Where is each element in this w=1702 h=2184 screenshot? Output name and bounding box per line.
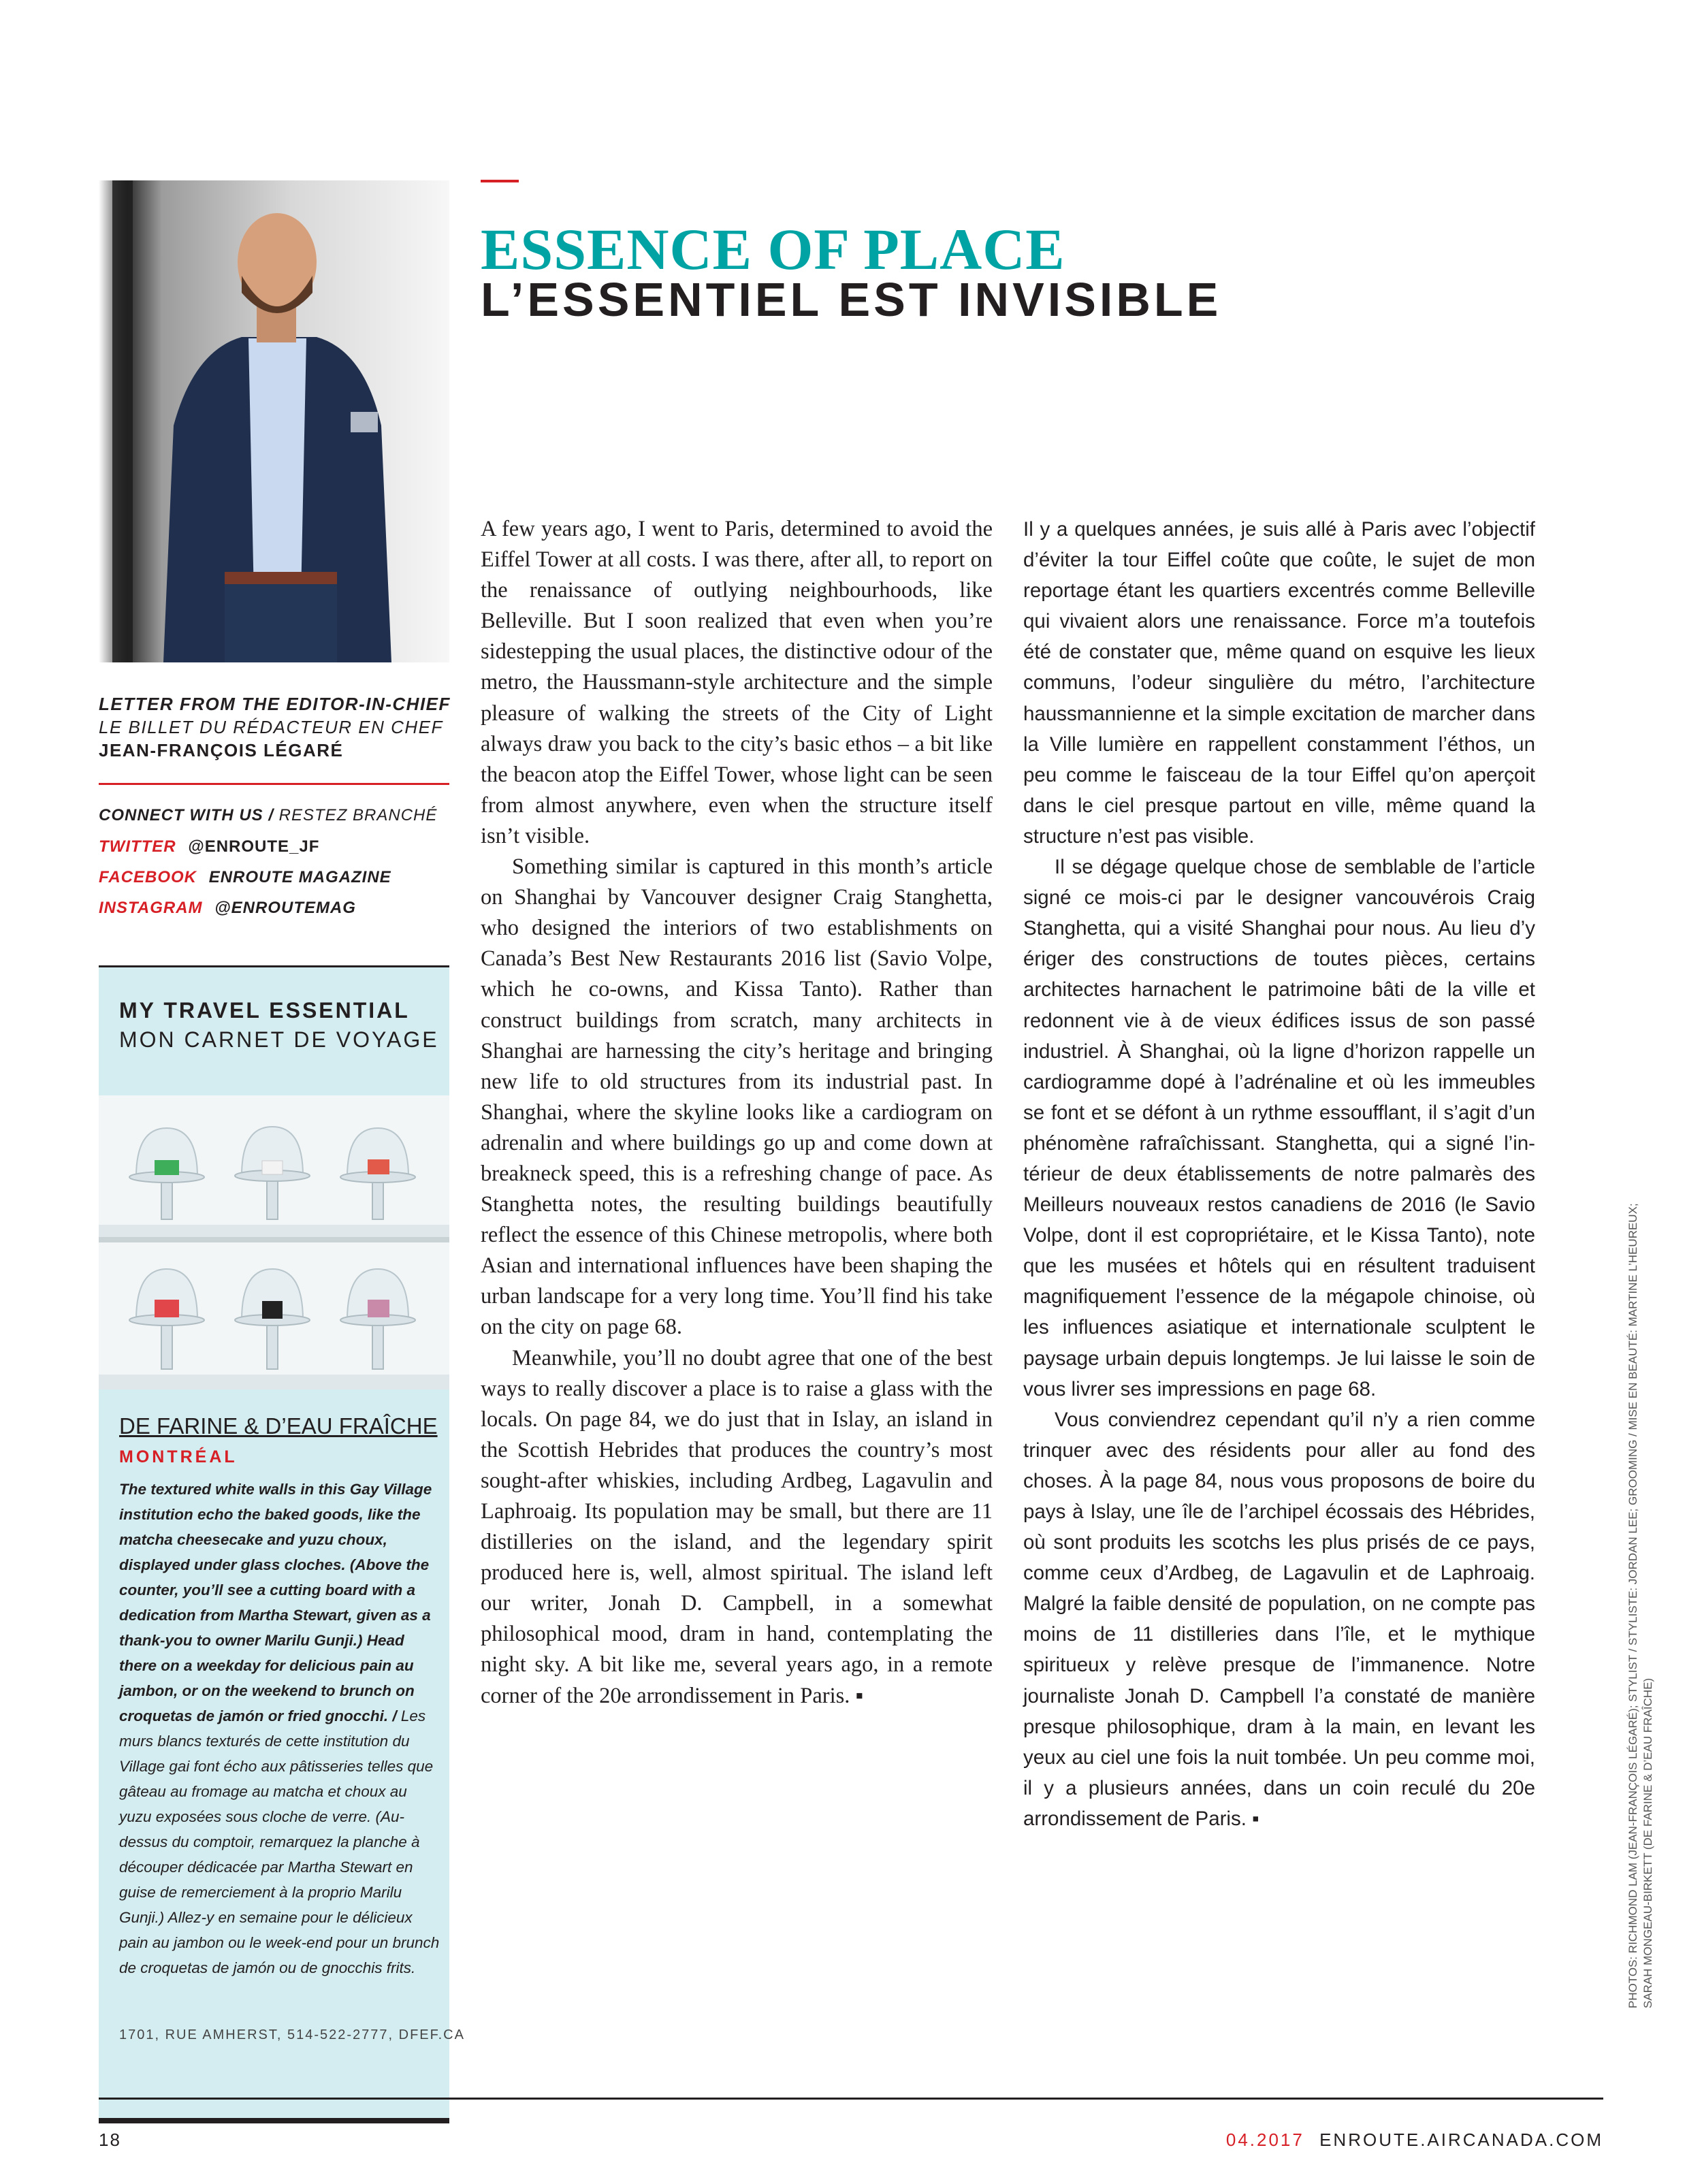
instagram-handle[interactable]: @ENROUTEMAG bbox=[214, 899, 356, 917]
cloche-display-illustration bbox=[99, 1095, 449, 1390]
instagram-label: INSTAGRAM bbox=[99, 899, 203, 917]
headline-title-en: ESSENCE OF PLACE bbox=[481, 216, 1065, 282]
issue-date: 04.2017 bbox=[1225, 2130, 1304, 2150]
facebook-handle[interactable]: ENROUTE MAGAZINE bbox=[208, 868, 391, 886]
connect-heading bbox=[99, 801, 437, 831]
editor-name: JEAN-FRANÇOIS LÉGARÉ bbox=[99, 740, 344, 760]
site-url[interactable]: ENROUTE.AIRCANADA.COM bbox=[1319, 2130, 1603, 2150]
body-column-en bbox=[481, 514, 993, 1712]
headline-accent-dash bbox=[481, 180, 519, 182]
footer-rule bbox=[99, 2098, 1603, 2100]
venue-description-sep: / bbox=[388, 1707, 401, 1724]
connect-heading-fr: RESTEZ BRANCHÉ bbox=[278, 806, 438, 824]
photo-credit-line-2: SARAH MONGEAU-BIRKETT (DE FARINE & D’EAU FRAÎCHE) bbox=[1641, 1677, 1654, 2008]
sidebar-title-fr: MON CARNET DE VOYAGE bbox=[119, 1027, 439, 1052]
body-en-paragraph-1: A few years ago, I went to Paris, determined to avoid the Eiffel Tower at all costs. I was there, after all, to report on the renaissance of outlying neighbourhoods, like Belleville. But I soon realized that even when you’re sidestepping the usual places, the distinctive odour of the metro, the Haussmann-style architecture and the simple pleasure of walking the streets of the City of Light always draw you back to the city’s basic ethos – a bit like the beacon atop the Eiffel Tower, whose light can be seen from almost anywhere, even when the structure itself isn’t visible. bbox=[481, 517, 993, 848]
body-en-paragraph-3: Meanwhile, you’ll no doubt agree that one of the best ways to really discover a place is to raise a glass with the locals. On page 84, we do just that in Islay, an island in the Scottish Hebrides that produces the country’s most sought-after whiskies, including Ardbeg, Lagavulin and Laphroaig. Its population may be small, but there are 11 distilleries on the island, and the legendary spirit produced here is, well, almost spiritual. The island left our writer, Jonah D. Campbell, in a somewhat philosophical mood, dram in hand, contemplating the night sky. A bit like me, several years ago, in a remote corner of the 20e arrondissement in Paris. ▪ bbox=[481, 1345, 993, 1708]
travel-essential-sidebar bbox=[99, 967, 465, 2118]
editor-portrait-photo bbox=[99, 180, 449, 662]
sidebar-bottom-rule bbox=[99, 2118, 449, 2123]
section-divider bbox=[99, 783, 449, 785]
cloche-display-photo bbox=[99, 1095, 449, 1390]
sidebar-title-en: MY TRAVEL ESSENTIAL bbox=[119, 998, 410, 1023]
venue-city: MONTRÉAL bbox=[119, 1447, 238, 1466]
twitter-label: TWITTER bbox=[99, 837, 176, 856]
venue-description bbox=[119, 1477, 443, 1980]
footer-issue-site bbox=[1226, 2130, 1603, 2151]
photo-credit bbox=[1626, 1137, 1656, 2008]
byline-label-en: LETTER FROM THE EDITOR-IN-CHIEF bbox=[99, 694, 451, 714]
body-fr-paragraph-2: Il se dégage quelque chose de semblable de l’article signé ce mois-ci par le designer vancouvérois Craig Stanghetta, qui a visité Shanghai pour nous. Au lieu d’y ériger des constructions de toutes pièces, certains architectes harnachent le patrimoine bâti de la ville et redonnent vie à de vieux édifices issus de son passé industriel. À Shanghai, où la ligne d’horizon rappelle un cardiogramme dopé à l’adrénaline et où les immeubles se font et se défont à un rythme essoufflant, il s’agit d’un phénomène rafraîchissant. Stanghetta, qui a signé l’intérieur de deux établissements de notre palmarès des Meilleurs nouveaux restos canadiens de 2016 (le Savio Volpe, dont il est copropriétaire, et le Kissa Tanto), note que les musées et hôtels qui en résultent traduisent magnifiquement l’essence de la mégapole chinoise, où les influences asiatique et internationale sculptent le paysage urbain depuis longtemps. Je lui laisse le soin de vous livrer ses impressions en page 68. bbox=[1023, 856, 1535, 1400]
venue-name: DE FARINE & D’EAU FRAÎCHE bbox=[119, 1413, 438, 1439]
venue-description-en: The textured white walls in this Gay Village institution echo the baked goods, like the matcha cheesecake and yuzu choux, displayed under glass cloches. (Above the counter, you’ll see a cutting board with a dedication from Martha Stewart, given as a thank-you to owner Marilu Gunji.) Head there on a weekday for delicious pain au jambon, or on the weekend to brunch on croquetas de jamón or fried gnocchi. bbox=[119, 1481, 432, 1724]
byline-label-fr: LE BILLET DU RÉDACTEUR EN CHEF bbox=[99, 717, 443, 737]
headline-title-fr: L’ESSENTIEL EST INVISIBLE bbox=[481, 273, 1222, 326]
body-fr-paragraph-1: Il y a quelques années, je suis allé à Paris avec l’objectif d’éviter la tour Eiffel coûte que coûte, le sujet de mon reportage étant les quartiers excentrés comme Belleville qui vivaient alors une renaissance. Force m’a toutefois été de constater que, même quand on esquive les lieux communs, l’odeur singulière du métro, l’architecture haussmannienne et la simple excitation de marcher dans la Ville lumière en rappellent constamment l’éthos, un peu comme le faisceau de la tour Eiffel qu’on aperçoit dans le ciel presque partout en ville, même quand la structure n’est pas visible. bbox=[1023, 518, 1535, 848]
page-number: 18 bbox=[99, 2130, 121, 2150]
facebook-label: FACEBOOK bbox=[99, 868, 197, 886]
connect-heading-en: CONNECT WITH US / bbox=[99, 806, 274, 824]
body-en-paragraph-2: Something similar is captured in this month’s article on Shanghai by Vancouver designer Craig Stanghetta, who designed the interiors of two establishments on Canada’s Best New Restaurants 2016 list (Savio Volpe, which he co-owns, and Kissa Tanto). Rather than construct buildings from scratch, many architects in Shanghai are harnessing the city’s heritage and bringing new life to old structures from its industrial past. In Shanghai, where the skyline looks like a cardiogram on adrenalin and where buildings go up and come down at breakneck speed, this is a refreshing change of pace. As Stanghetta notes, the resulting buildings beautifully reflect the essence of this Chinese metropolis, where both Asian and international influences have been shaping the urban landscape for a very long time. You’ll find his take on the city on page 68. bbox=[481, 854, 993, 1340]
body-column-fr bbox=[1023, 514, 1535, 1834]
venue-description-fr: Les murs blancs texturés de cette institution du Village gai font écho aux pâtisseries telles que gâteau au fromage au matcha et choux au yuzu exposées sous cloche de verre. (Au-dessus du comptoir, remarquez la planche à découper dédicacée par Martha Stewart en guise de remerciement à la proprio Marilu Gunji.) Allez-y en semaine pour le délicieux pain au jambon ou le week-end pour un brunch de croquetas de jamón ou de gnocchis frits. bbox=[119, 1707, 440, 1976]
venue-address: 1701, RUE AMHERST, 514-522-2777, DFEF.CA bbox=[119, 2027, 465, 2042]
editor-portrait-illustration bbox=[99, 180, 449, 662]
instagram-row[interactable] bbox=[99, 893, 356, 923]
body-fr-paragraph-3: Vous conviendrez cependant qu’il n’y a rien comme trinquer avec des résidents pour aller au fond des choses. À la page 84, nous vous proposons de boire du pays à Islay, une île de l’archipel écossais des Hébrides, où sont produits les scotchs les plus prisés de ce pays, comme ceux d’Ardbeg, de Lagavulin et de Laphroaig. Malgré la faible densité de population, on ne compte pas moins de 11 distilleries dans l’île, et le mythique spiritueux y relève presque de l’immanence. Notre journaliste Jonah D. Campbell l’a constaté de manière presque philosophique, dram à la main, en levant les yeux au ciel une fois la nuit tombée. Un peu comme moi, il y a plusieurs années, dans un coin reculé du 20e arrondissement de Paris. ▪ bbox=[1023, 1408, 1535, 1830]
photo-credit-line-1: PHOTOS: RICHMOND LAM (JEAN-FRANÇOIS LÉGARÉ); STYLIST / STYLISTE: JORDAN LEE; GROOMING / MISE EN BEAUTÉ: MARTINE L’HEUREUX; bbox=[1626, 1203, 1639, 2008]
facebook-row[interactable] bbox=[99, 863, 391, 893]
twitter-row[interactable] bbox=[99, 832, 319, 862]
twitter-handle[interactable]: @ENROUTE_JF bbox=[188, 837, 320, 856]
